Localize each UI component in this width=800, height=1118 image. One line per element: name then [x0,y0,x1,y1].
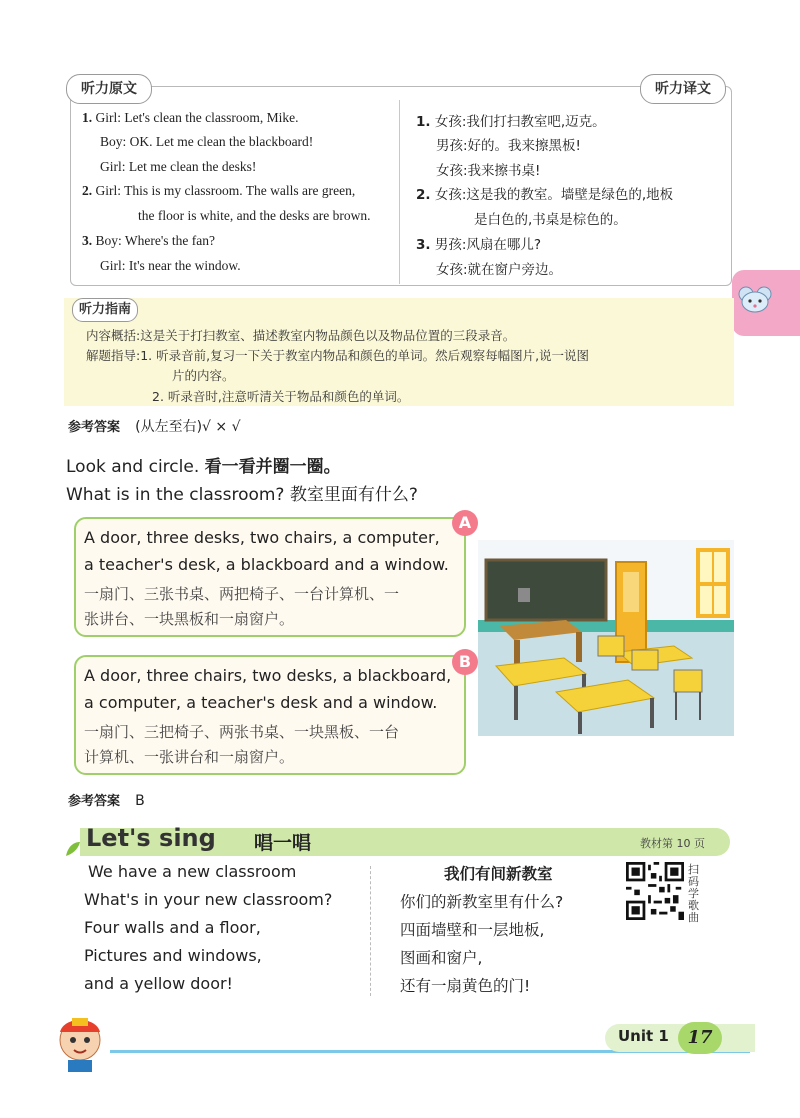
option-b-zh-line: 计算机、一张讲台和一扇窗户。 [84,748,295,766]
option-b-en-line: A door, three chairs, two desks, a blackboard, [84,666,452,685]
answer-row-2 [68,790,145,809]
option-b-zh-line: 一扇门、三把椅子、两张书桌、一块黑板、一台 [84,723,400,741]
transcript-line: Girl: It's near the window. [100,258,241,273]
option-a-zh-line: 张讲台、一块黑板和一扇窗户。 [84,610,295,628]
translation-line: 男孩:风扇在哪儿? [434,237,542,253]
transcript-line: Girl: Let me clean the desks! [100,159,257,174]
translation-line: 男孩:好的。我来擦黑板! [436,138,581,154]
side-tab [732,270,800,336]
guide-tip-1: 解题指导:1. 听录音前,复习一下关于教室内物品和颜色的单词。然后观察每幅图片,说一说图 [86,348,590,363]
answer-label: 参考答案 [68,794,121,809]
answer-row-1 [68,416,241,436]
qr-caption: 扫码学歌曲 [688,863,699,924]
option-b-badge: B [452,649,478,675]
mascot-icon [50,1010,110,1074]
translation-line: 女孩:我们打扫教室吧,迈克。 [434,114,606,130]
transcript-line: Girl: Let's clean the classroom, Mike. [95,110,299,125]
lyric-line-en: What's in your new classroom? [84,890,333,909]
translation-line: 是白色的,书桌是棕色的。 [474,212,627,228]
lyric-line-en: Four walls and a floor, [84,918,261,937]
task-instruction: Look and circle. 看一看并圈一圈。 [66,457,341,477]
guide-tip-2: 2. 听录音时,注意听清关于物品和颜色的单词。 [152,389,410,404]
transcript-line: the floor is white, and the desks are brown. [138,208,371,223]
qr-code-icon[interactable] [626,862,684,920]
guide-tip-1-cont: 片的内容。 [172,368,235,383]
listening-original-tab: 听力原文 [66,74,152,104]
classroom-illustration [478,540,734,736]
translation-line: 女孩:我来擦书桌! [436,163,541,179]
answer-label: 参考答案 [68,420,121,435]
textbook-page-ref: 教材第 10 页 [640,837,705,850]
listening-translation-tab: 听力译文 [640,74,726,104]
option-a-en-line: a teacher's desk, a blackboard and a window. [84,555,449,574]
lyric-line-zh: 四面墙壁和一层地板, [400,921,545,939]
listening-divider [399,100,400,284]
transcript-line: Girl: This is my classroom. The walls are green, [95,183,356,198]
listening-guide-title: 听力指南 [72,298,138,322]
option-a-badge: A [452,510,478,536]
sing-subtitle: 唱一唱 [254,832,312,854]
transcript-line: Boy: Where's the fan? [95,233,216,248]
lyric-line-en: and a yellow door! [84,974,233,993]
unit-label: Unit 1 [618,1027,669,1045]
task-question: What is in the classroom? 教室里面有什么? [66,485,418,505]
answer-text: B [135,793,145,809]
option-a-en-line: A door, three desks, two chairs, a computer, [84,528,440,547]
translation-line: 女孩:就在窗户旁边。 [436,262,563,278]
option-a-zh-line: 一扇门、三张书桌、两把椅子、一台计算机、一 [84,585,400,603]
translation-line: 女孩:这是我的教室。墙壁是绿色的,地板 [434,187,674,203]
song-title-en: We have a new classroom [88,862,297,881]
lyric-line-zh: 图画和窗户, [400,949,483,967]
lyric-line-zh: 你们的新教室里有什么? [400,893,564,911]
lyrics-divider [370,866,371,996]
guide-summary: 内容概括:这是关于打扫教室、描述教室内物品颜色以及物品位置的三段录音。 [86,328,516,343]
lyric-line-zh: 还有一扇黄色的门! [400,977,531,995]
transcript-line: Boy: OK. Let me clean the blackboard! [100,134,314,149]
option-b-en-line: a computer, a teacher's desk and a window. [84,693,438,712]
lyric-line-en: Pictures and windows, [84,946,262,965]
answer-text: (从左至右)√ × √ [135,419,241,435]
sing-title: Let's sing [86,824,216,852]
mouse-icon [736,284,776,314]
song-title-zh: 我们有间新教室 [444,865,553,883]
leaf-icon [64,840,82,858]
page-number: 17 [678,1022,722,1054]
